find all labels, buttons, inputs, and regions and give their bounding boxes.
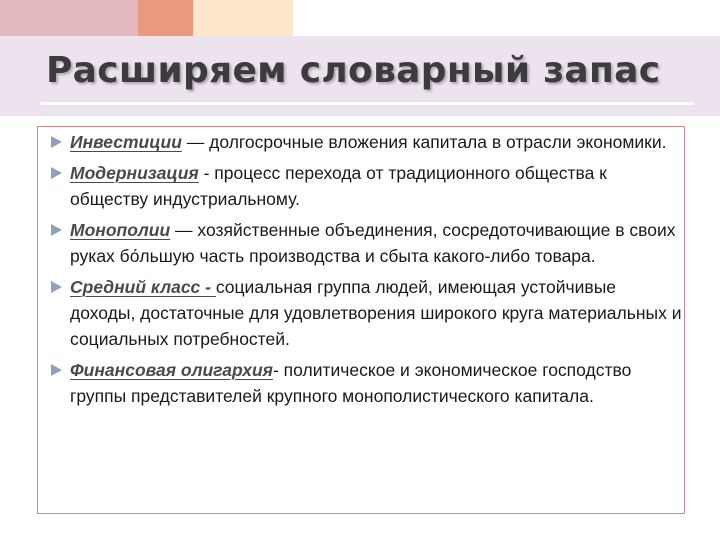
triangle-right-bullet-icon — [51, 281, 62, 293]
term-label: Инвестиции — [70, 132, 182, 152]
triangle-right-bullet-icon — [51, 136, 62, 148]
slide-title: Расширяем словарный запас — [46, 50, 661, 91]
term-definition: — долгосрочные вложения капитала в отрасли экономики. — [181, 132, 667, 152]
title-divider — [40, 102, 694, 105]
triangle-right-bullet-icon — [51, 224, 62, 236]
term-item-monopolies — [48, 217, 684, 269]
triangle-right-bullet-icon — [51, 364, 62, 376]
term-definition: - политическое и экономическое господство группы представителей крупного монополистического капитала. — [70, 360, 632, 406]
term-label: Модернизация — [70, 163, 199, 183]
terms-list — [48, 129, 684, 414]
term-label: Финансовая олигархия — [70, 360, 273, 380]
triangle-right-bullet-icon — [51, 167, 62, 179]
term-definition: - процесс перехода от традиционного общества к обществу индустриальному. — [70, 163, 607, 209]
term-definition: социальная группа людей, имеющая устойчивые доходы, достаточные для удовлетворения широкого круга материальных и социальных потребностей. — [70, 277, 682, 349]
term-label: Монополии — [70, 220, 171, 240]
term-item-middle-class — [48, 274, 684, 352]
term-item-financial-oligarchy — [48, 357, 684, 409]
term-item-modernization — [48, 160, 684, 212]
term-definition: — хозяйственные объединения, сосредоточивающие в своих руках бо́льшую часть производства и сбыта какого-либо товара. — [70, 220, 676, 266]
term-label: Средний класс - — [70, 277, 216, 297]
term-item-investments — [48, 129, 684, 155]
